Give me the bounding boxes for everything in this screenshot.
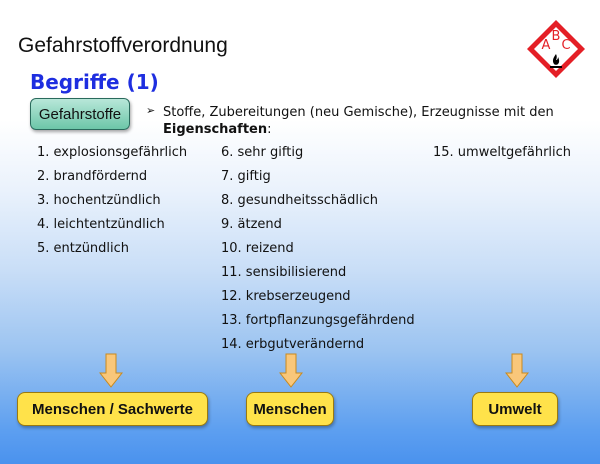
svg-text:B: B: [551, 29, 561, 44]
property-column-3: [433, 145, 571, 169]
property-item: 6. sehr giftig: [221, 145, 304, 160]
property-item: 11. sensibilisierend: [221, 265, 347, 280]
definition-suffix: :: [267, 122, 272, 137]
definition-line-2: [163, 122, 272, 137]
property-item: 7. giftig: [221, 169, 271, 184]
target-umwelt: Umwelt: [472, 392, 558, 426]
abc-hazard-diamond-icon: [525, 18, 587, 80]
down-arrow-icon: [505, 353, 529, 389]
slide-subtitle: Begriffe (1): [30, 70, 159, 94]
svg-text:C: C: [561, 38, 571, 53]
property-item: 9. ätzend: [221, 217, 282, 232]
property-item: 15. umweltgefährlich: [433, 145, 572, 160]
definition-bold-term: Eigenschaften: [163, 122, 268, 137]
property-item: 10. reizend: [221, 241, 294, 256]
down-arrow-icon: [99, 353, 123, 389]
property-item: 5. entzündlich: [37, 241, 130, 256]
down-arrow-icon: [279, 353, 303, 389]
property-item: 3. hochentzündlich: [37, 193, 161, 208]
slide-title: Gefahrstoffverordnung: [18, 34, 228, 57]
svg-text:A: A: [541, 38, 551, 53]
term-gefahrstoffe-box: Gefahrstoffe: [30, 98, 130, 130]
target-menschen-sachwerte: Menschen / Sachwerte: [17, 392, 208, 426]
definition-text: Stoffe, Zubereitungen (neu Gemische), Erzeugnisse mit den: [163, 105, 554, 120]
property-item: 8. gesundheitsschädlich: [221, 193, 378, 208]
property-item: 4. leichtentzündlich: [37, 217, 165, 232]
property-column-2: [221, 145, 415, 361]
property-item: 14. erbgutverändernd: [221, 337, 365, 352]
property-item: 12. krebserzeugend: [221, 289, 351, 304]
property-column-1: [37, 145, 187, 265]
property-item: 1. explosionsgefährlich: [37, 145, 188, 160]
property-item: 2. brandfördernd: [37, 169, 148, 184]
target-menschen: Menschen: [246, 392, 334, 426]
property-item: 13. fortpflanzungsgefährdend: [221, 313, 415, 328]
bullet-arrow-icon: ➢: [146, 104, 156, 117]
